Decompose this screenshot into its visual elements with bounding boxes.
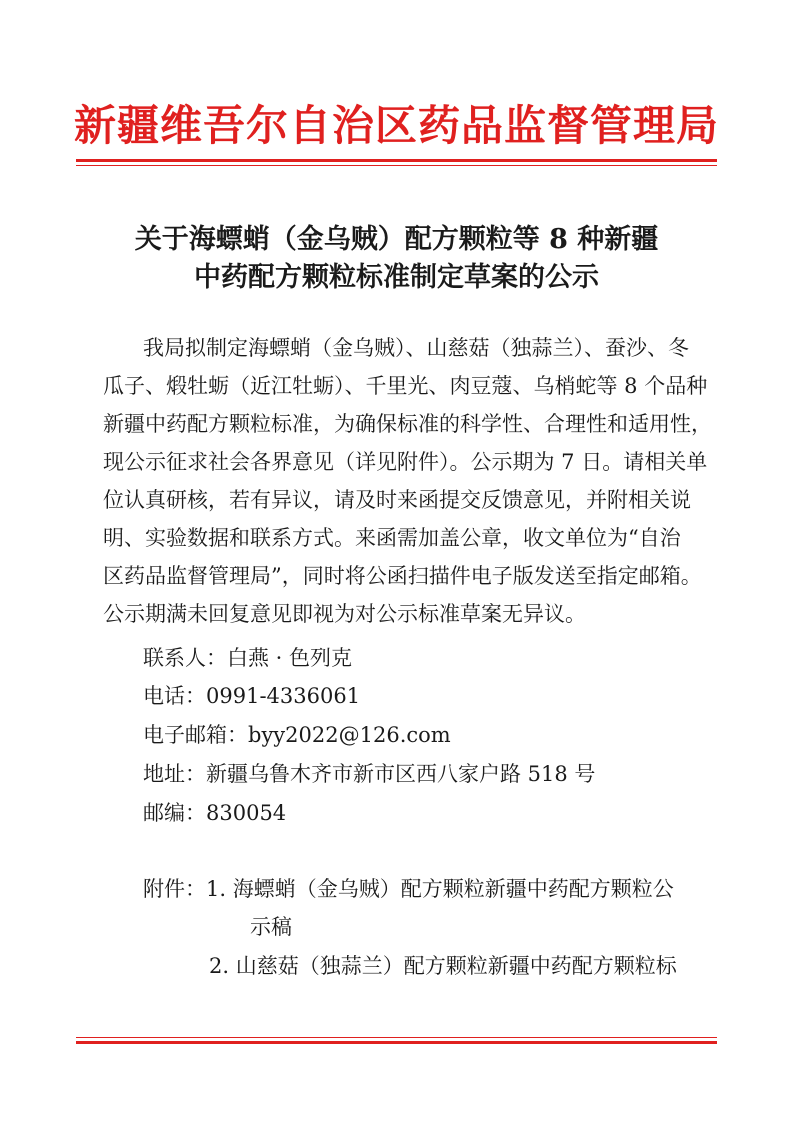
attachment-line-2: 示稿 [250,915,292,939]
contact-postcode: 邮编：830054 [143,801,287,825]
footer-rule-thick [76,1041,717,1044]
contact-address: 地址：新疆乌鲁木齐市新市区西八家户路 518 号 [143,762,596,786]
body-line-3: 新疆中药配方颗粒标准，为确保标准的科学性、合理性和适用性， [103,412,712,436]
body-line-5: 位认真研核，若有异议，请及时来函提交反馈意见，并附相关说 [103,488,691,512]
body-line-8: 公示期满未回复意见即视为对公示标准草案无异议。 [103,602,586,626]
contact-person: 联系人：白燕 · 色列克 [143,646,353,670]
document-title-line-2: 中药配方颗粒标准制定草案的公示 [194,262,599,293]
footer-rule-thin [76,1037,717,1038]
masthead-rule-thin [76,165,717,166]
body-line-6: 明、实验数据和联系方式。来函需加盖公章，收文单位为“自治 [103,526,681,550]
body-line-4: 现公示征求社会各界意见（详见附件）。公示期为 7 日。请相关单 [103,450,708,474]
attachment-line-3: 2. 山慈菇（独蒜兰）配方颗粒新疆中药配方颗粒标 [209,954,677,978]
body-line-1: 我局拟制定海螵蛸（金乌贼）、山慈菇（独蒜兰）、蚕沙、冬 [143,336,689,360]
body-line-7: 区药品监督管理局”，同时将公函扫描件电子版发送至指定邮箱。 [103,564,702,588]
contact-email: 电子邮箱：byy2022@126.com [143,723,451,747]
document-title-line-1: 关于海螵蛸（金乌贼）配方颗粒等 8 种新疆 [134,224,659,255]
masthead: 新疆维吾尔自治区药品监督管理局 [73,101,719,150]
attachment-line-1: 附件：1. 海螵蛸（金乌贼）配方颗粒新疆中药配方颗粒公 [143,877,674,901]
body-line-2: 瓜子、煅牡蛎（近江牡蛎）、千里光、肉豆蔻、乌梢蛇等 8 个品种 [103,374,708,398]
masthead-rule-thick [76,159,717,162]
contact-phone: 电话：0991-4336061 [143,684,361,708]
